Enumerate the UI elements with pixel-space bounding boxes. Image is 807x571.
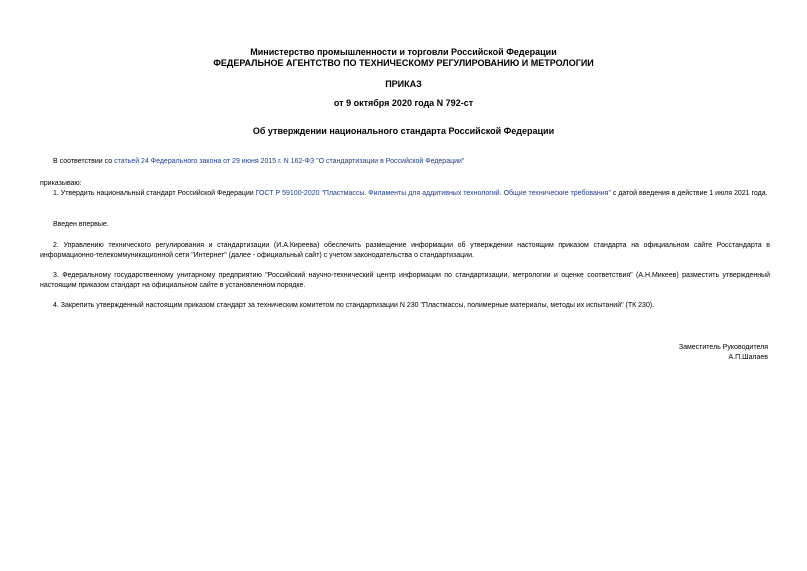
signature-position: Заместитель Руководителя <box>678 344 768 351</box>
gost-standard-link[interactable]: ГОСТ Р 59100-2020 "Пластмассы. Филаменты для аддитивных технологий. Общие технические требования" <box>255 190 611 197</box>
item-1 <box>40 189 770 199</box>
order-type: ПРИКАЗ <box>385 79 422 89</box>
preamble <box>40 157 770 167</box>
item-2: 2. Управлению технического регулирования и стандартизации (И.А.Киреева) обеспечить размещение информации об утверждении настоящим приказом стандарта на официальном сайте Росстандарта в информационно-телекоммуникационной сети "Интернет" (далее - официальный сайт) с учетом законодательства о стандартизации. <box>40 242 770 259</box>
federal-law-link[interactable]: статьей 24 Федерального закона от 29 июня 2015 г. N 162-ФЗ "О стандартизации в Российской Федерации" <box>114 158 465 165</box>
order-date: от 9 октября 2020 года N 792-ст <box>333 98 474 108</box>
item-4: 4. Закрепить утвержденный настоящим приказом стандарт за техническим комитетом по стандартизации N 230 "Пластмассы, полимерные материалы, методы их испытаний" (ТК 230). <box>53 302 655 309</box>
preamble-prefix: В соответствии со <box>53 158 115 165</box>
signature-name: А.П.Шалаев <box>728 354 768 361</box>
decree-word: приказываю: <box>40 180 82 187</box>
order-subject: Об утверждении национального стандарта Российской Федерации <box>252 126 555 136</box>
item-3: 3. Федеральному государственному унитарному предприятию "Российский научно-технический центр информации по стандартизации, метрологии и оценке соответствия" (А.Н.Микеев) разместить утвержденный настоящим приказом стандарт на официальном сайте в установленном порядке. <box>40 272 770 289</box>
intro-first: Введен впервые. <box>53 221 109 228</box>
item-1-suffix: с датой введения в действие 1 июля 2021 года. <box>610 190 768 197</box>
agency-title: ФЕДЕРАЛЬНОЕ АГЕНТСТВО ПО ТЕХНИЧЕСКОМУ РЕГУЛИРОВАНИЮ И МЕТРОЛОГИИ <box>213 58 594 68</box>
item-1-prefix: 1. Утвердить национальный стандарт Российской Федерации <box>53 190 256 197</box>
ministry-title: Министерство промышленности и торговли Российской Федерации <box>250 47 557 57</box>
